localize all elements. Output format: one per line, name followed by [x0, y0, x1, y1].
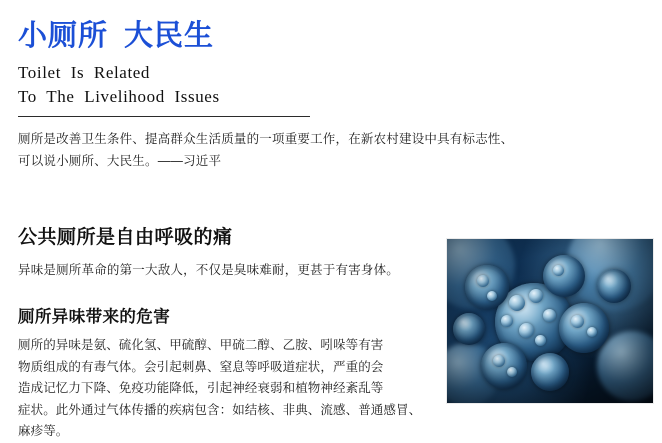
- divider: [18, 116, 310, 117]
- section-1-heading: 公共厕所是自由呼吸的痛: [18, 227, 233, 249]
- page-title: [18, 20, 644, 53]
- section-2-heading: 厕所异味带来的危害: [18, 308, 171, 327]
- subtitle-line-2: To The Livelihood Issues: [18, 87, 220, 107]
- subtitle-english: [18, 61, 348, 109]
- section-2-line-4: 症状。此外通过气体传播的疾病包含：如结核、非典、流感、普通感冒、: [18, 402, 422, 417]
- page-title-part2: 大民生: [124, 20, 215, 52]
- section-2-line-1: 厕所的异味是氨、硫化氢、甲硫醇、甲硫二醇、乙胺、吲哚等有害: [18, 338, 384, 353]
- lead-line-2: 可以说小厕所、大民生。——习近平: [18, 153, 222, 168]
- microscopy-image: [447, 239, 653, 403]
- section-2-line-5: 麻疹等。: [18, 424, 69, 439]
- section-2-line-3: 造成记忆力下降、免疫功能降低，引起神经衰弱和植物神经紊乱等: [18, 381, 384, 396]
- section-1-body: 异味是厕所革命的第一大敌人，不仅是臭味难耐，更甚于有害身体。: [18, 263, 400, 278]
- page-title-part1: 小厕所: [18, 20, 109, 52]
- lead-paragraph: [18, 128, 638, 173]
- lead-line-1: 厕所是改善卫生条件、提高群众生活质量的一项重要工作，在新农村建设中具有标志性、: [18, 131, 514, 146]
- section-2-line-2: 物质组成的有毒气体。会引起刺鼻、窒息等呼吸道症状，严重的会: [18, 359, 384, 374]
- section-2-body: [18, 335, 426, 443]
- subtitle-line-1: Toilet Is Related: [18, 63, 151, 83]
- image-vignette: [447, 239, 653, 403]
